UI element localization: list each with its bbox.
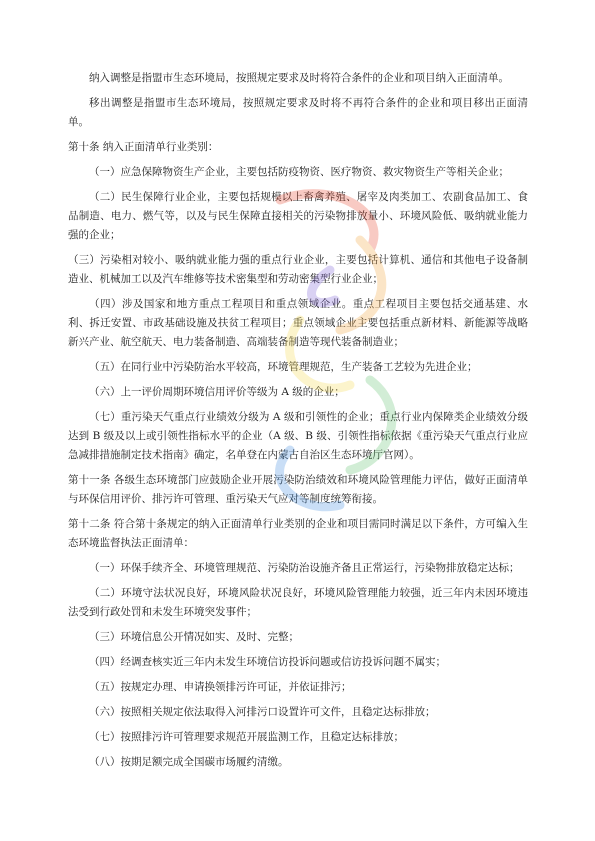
- list-item: （三）环境信息公开情况如实、及时、完整；: [89, 631, 299, 643]
- article-paragraph: 第十一条 各级生态环境部门应鼓励企业开展污染防治绩效和环境风险管理能力评估，做好正面清单与环保信用评价、排污许可管理、重污染天气应对等制度统筹衔接。: [68, 474, 528, 505]
- list-item: （五）按规定办理、申请换领排污许可证，并依证排污；: [89, 681, 352, 693]
- list-item: （六）上一评价周期环境信用评价等级为 A 级的企业；: [89, 386, 345, 398]
- list-item: （四）经调查核实近三年内未发生环境信访投诉问题或信访投诉问题不属实；: [89, 656, 446, 668]
- paragraph: 纳入调整是指盟市生态环境局，按照规定要求及时将符合条件的企业和项目纳入正面清单。: [89, 72, 509, 84]
- list-item: （七）重污染天气重点行业绩效分级为 A 级和引领性的企业；重点行业内保障类企业绩效分级达到 B 级及以上或引领性指标水平的企业（A 级、B 级、引领性指标依据《重污染天气重点行业应急减排措施制定技术指南》确定，名单登在内蒙古自治区生态环境厅官网）。: [68, 411, 528, 461]
- document-body: [68, 69, 528, 778]
- list-item: （二）民生保障行业企业，主要包括规模以上畜禽养殖、屠宰及肉类加工、农副食品加工、食品制造、电力、燃气等，以及与民生保障直接相关的污染物排放量小、环境风险低、吸纳就业能力强的企业；: [68, 191, 528, 241]
- list-item: （一）应急保障物资生产企业，主要包括防疫物资、医疗物资、救灾物资生产等相关企业；: [89, 166, 509, 178]
- list-item: （六）按照相关规定依法取得入河排污口设置许可文件，且稳定达标排放；: [89, 706, 436, 718]
- list-item: （四）涉及国家和地方重点工程项目和重点领域企业。重点工程项目主要包括交通基建、水利、拆迁安置、市政基础设施及扶贫工程项目；重点领域企业主要包括重点新材料、新能源等战略新兴产业、航空航天、电力装备制造、高端装备制造等现代装备制造业；: [68, 298, 528, 348]
- list-item: （八）按期足额完成全国碳市场履约清缴。: [89, 756, 289, 768]
- list-item: （七）按照排污许可管理要求规范开展监测工作，且稳定达标排放；: [89, 731, 404, 743]
- list-item: （一）环保手续齐全、环境管理规范、污染防治设施齐备且正常运行，污染物排放稳定达标；: [89, 562, 520, 574]
- article-paragraph: 第十二条 符合第十条规定的纳入正面清单行业类别的企业和项目需同时满足以下条件，方可编入生态环境监督执法正面清单：: [68, 518, 528, 549]
- article-heading: 第十条 纳入正面清单行业类别：: [68, 141, 219, 153]
- list-item: （五）在同行业中污染防治水平较高，环境管理规范，生产装备工艺较为先进企业；: [89, 361, 478, 373]
- paragraph: 移出调整是指盟市生态环境局，按照规定要求及时将不再符合条件的企业和项目移出正面清单。: [68, 97, 528, 128]
- list-item: （二）环境守法状况良好，环境风险状况良好，环境风险管理能力较强，近三年内未因环境违法受到行政处罚和未发生环境突发事件；: [68, 587, 528, 618]
- list-item: （三）污染相对较小、吸纳就业能力强的重点行业企业，主要包括计算机、通信和其他电子设备制造业、机械加工以及汽车维修等技术密集型和劳动密集型行业企业；: [68, 254, 528, 285]
